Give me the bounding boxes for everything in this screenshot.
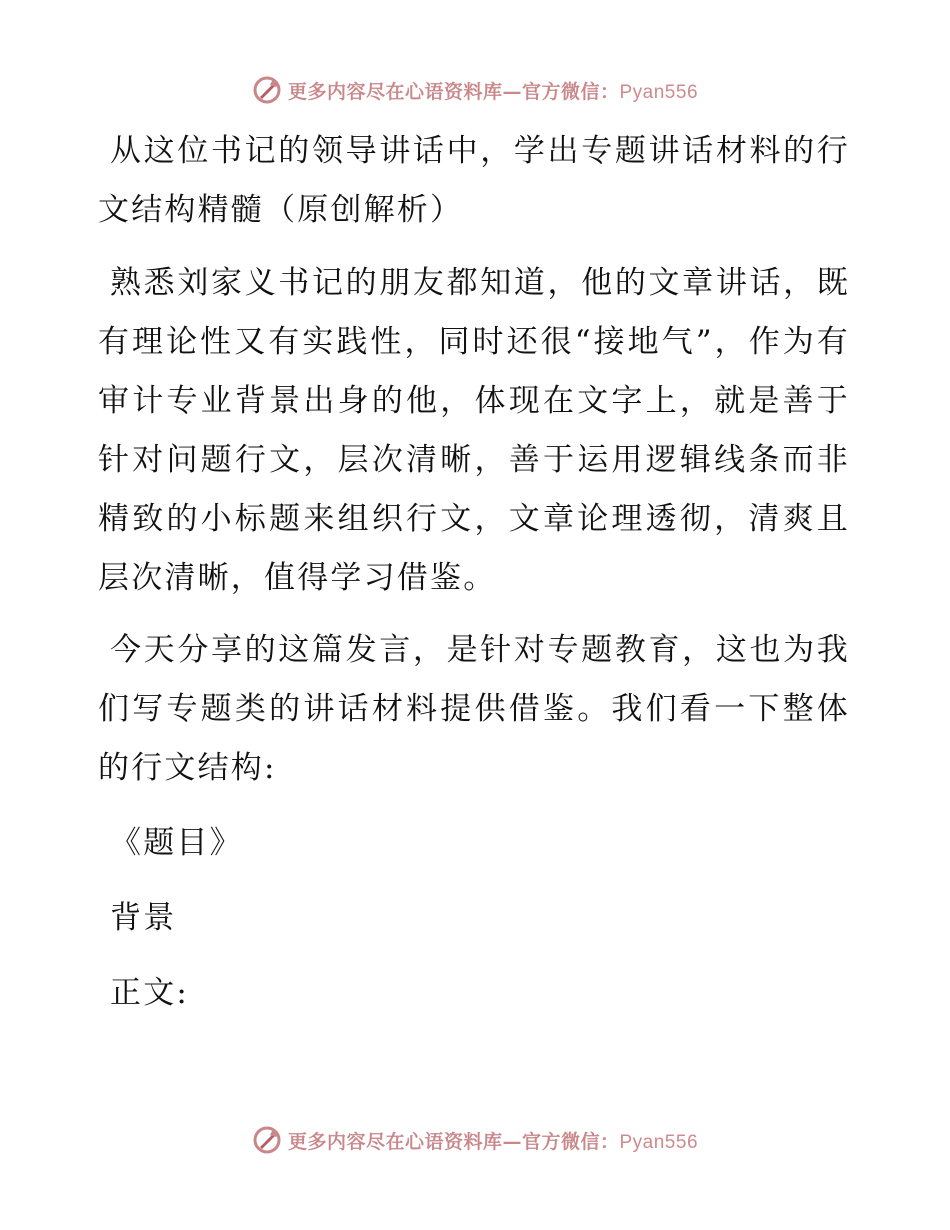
- document-title: 从这位书记的领导讲话中，学出专题讲话材料的行文结构精髓（原创解析）: [98, 133, 850, 228]
- watermark-label: 更多内容尽在心语资料库—官方微信：: [287, 1130, 620, 1153]
- feather-pen-logo-icon: [252, 1125, 282, 1155]
- watermark-wechat-id: Pyan556: [619, 81, 699, 103]
- header-watermark: [0, 70, 950, 110]
- footer-watermark: [0, 1120, 950, 1160]
- watermark-text: [288, 77, 698, 104]
- watermark-label: 更多内容尽在心语资料库—官方微信：: [287, 80, 620, 103]
- paragraph-intro: 熟悉刘家义书记的朋友都知道，他的文章讲话，既有理论性又有实践性，同时还很“接地气”，作为有审计专业背景出身的他，体现在文字上，就是善于针对问题行文，层次清晰，善于运用逻辑线条而非精致的小标题来组织行文，文章论理透彻，清爽且层次清晰，值得学习借鉴。: [98, 265, 850, 596]
- heading-title: 《题目》: [110, 825, 243, 861]
- document-body: [98, 122, 850, 1023]
- watermark-text: [288, 1127, 698, 1154]
- feather-pen-logo-icon: [252, 75, 282, 105]
- heading-body: 正文:: [110, 975, 190, 1011]
- watermark-wechat-id: Pyan556: [619, 1131, 699, 1153]
- paragraph-share: 今天分享的这篇发言，是针对专题教育，这也为我们写专题类的讲话材料提供借鉴。我们看一下整体的行文结构:: [98, 632, 850, 786]
- heading-background: 背景: [110, 900, 177, 936]
